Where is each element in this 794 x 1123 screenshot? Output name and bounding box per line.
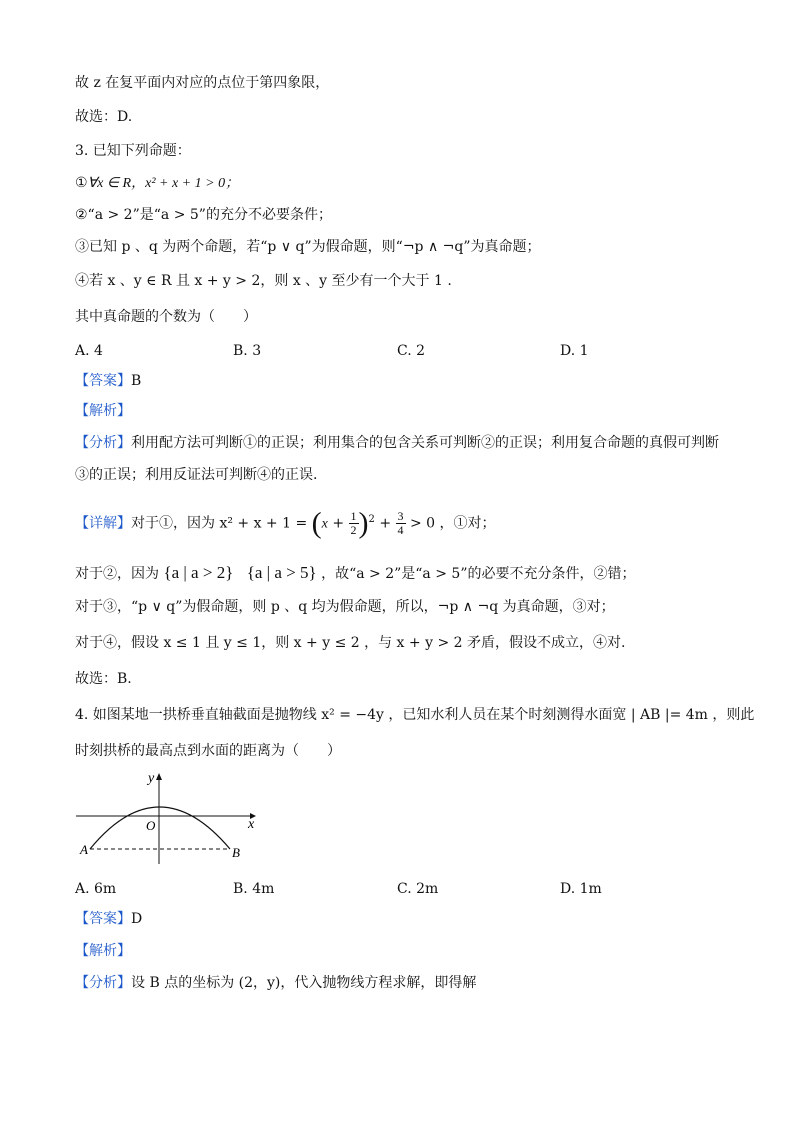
left-paren: ( xyxy=(311,506,322,540)
exponent: 2 xyxy=(368,514,375,525)
q4-option-b: B. 4m xyxy=(233,881,275,897)
label-x: x xyxy=(248,817,255,832)
q4-option-a: A. 6m xyxy=(75,881,117,897)
statement-mark: ① xyxy=(75,175,88,191)
q3-fenxi-line-1 xyxy=(75,432,734,454)
answer-tag: 【答案】 xyxy=(75,373,131,389)
answer-value: D xyxy=(131,911,143,927)
answer-tag: 【答案】 xyxy=(75,911,131,927)
q3-conclusion: 故选：B. xyxy=(75,671,132,687)
fenxi-tag: 【分析】 xyxy=(75,435,131,451)
q3-option-a: A. 4 xyxy=(75,343,103,359)
q3-statement-1 xyxy=(75,172,734,195)
q3-detail-2 xyxy=(75,562,734,585)
label-y: y xyxy=(148,771,155,786)
fenxi-text: 设 B 点的坐标为 (2，y)，代入抛物线方程求解，即得解 xyxy=(131,975,477,991)
set-2: {a | a > 5} xyxy=(246,563,317,582)
q3-option-d: D. 1 xyxy=(560,343,589,359)
q3-detail-1: 【详解】对于①，因为 x² + x + 1 = (x + $\frac{1}{2}$ )$^2$ + $\frac{3}{4}$ > 0 ，①对； xyxy=(75,506,496,540)
q3-detail-4: 对于④，假设 x ≤ 1 且 y ≤ 1，则 x + y ≤ 2 ，与 x + y > 2 矛盾，假设不成立，④对. xyxy=(75,635,626,651)
detail-text-post: > 0 ，①对； xyxy=(409,515,496,532)
set-1: {a | a > 2} xyxy=(163,563,234,582)
statement-math: ∀x ∈ R，x² + x + 1 > 0； xyxy=(87,176,240,191)
question-4-stem-2: 时刻拱桥的最高点到水面的距离为（ ） xyxy=(75,743,341,759)
q3-answer xyxy=(75,370,734,392)
parabola-bridge-figure xyxy=(72,768,272,868)
fraction-half: $\frac{1}{2}$ xyxy=(350,509,357,538)
q3-option-c: C. 2 xyxy=(397,343,426,359)
var-x: x xyxy=(321,516,328,532)
q4-answer xyxy=(75,908,734,930)
text-line: 故 z 在复平面内对应的点位于第四象限， xyxy=(75,75,330,91)
label-b: B xyxy=(232,845,240,860)
label-a: A xyxy=(80,842,88,857)
label-o: O xyxy=(146,818,156,833)
detail-text: 对于②，因为 xyxy=(75,566,159,582)
parabola-curve xyxy=(90,807,230,849)
fraction-three-quarters: $\frac{3}{4}$ xyxy=(397,509,404,538)
q3-detail-3: 对于③，“p ∨ q”为假命题，则 p 、q 均为假命题，所以，¬p ∧ ¬q 为真命题，③对； xyxy=(75,599,615,615)
q4-fenxi xyxy=(75,972,734,994)
q3-fenxi-line-2: ③的正误；利用反证法可判断④的正误. xyxy=(75,467,318,483)
q4-option-d: D. 1m xyxy=(560,881,602,897)
xiangjie-tag: 【详解】 xyxy=(75,515,131,532)
answer-value: B xyxy=(131,373,142,389)
question-4-stem-1: 4. 如图某地一拱桥垂直轴截面是抛物线 x² = −4y ，已知水利人员在某个时刻测得水面宽 | AB |= 4m ，则此 xyxy=(75,707,755,723)
text-line: 故选：D. xyxy=(75,109,133,125)
y-axis-arrow xyxy=(156,773,162,780)
fenxi-text: 利用配方法可判断①的正误；利用集合的包含关系可判断②的正误；利用复合命题的真假可判断 xyxy=(131,435,719,451)
q3-statement-4: ④若 x 、y ∈ R 且 x + y > 2，则 x 、y 至少有一个大于 1 . xyxy=(75,273,452,289)
detail-text-post: ，故“a > 2”是“a > 5”的必要不充分条件，②错； xyxy=(321,566,636,582)
q3-question: 其中真命题的个数为（ ） xyxy=(75,309,257,325)
q3-statement-2: ②“a > 2”是“a > 5”的充分不必要条件； xyxy=(75,207,332,223)
detail-text: 对于①，因为 x² + x + 1 = xyxy=(131,515,308,532)
q4-analysis-heading: 【解析】 xyxy=(75,943,131,959)
q3-option-b: B. 3 xyxy=(233,343,262,359)
q3-analysis-heading: 【解析】 xyxy=(75,403,131,419)
right-paren: ) xyxy=(358,506,369,540)
q4-option-c: C. 2m xyxy=(397,881,439,897)
fenxi-tag: 【分析】 xyxy=(75,975,131,991)
question-3-stem: 3. 已知下列命题： xyxy=(75,143,191,159)
q3-statement-3: ③已知 p 、q 为两个命题，若“p ∨ q”为假命题，则“¬p ∧ ¬q”为真命题； xyxy=(75,239,541,255)
